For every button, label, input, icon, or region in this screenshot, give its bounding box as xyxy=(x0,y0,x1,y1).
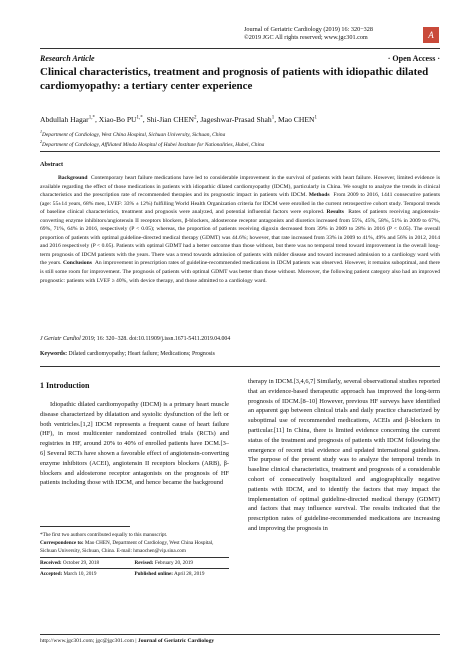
keywords-text: Dilated cardiomyopathy; Heart failure; Medications; Prognosis xyxy=(68,351,215,357)
journal-header xyxy=(244,26,422,42)
author-affiliation-marker: 1 xyxy=(314,115,317,121)
abstract-conclusions-label: Conclusions xyxy=(62,260,92,267)
affiliation-1 xyxy=(40,129,440,138)
footnote-date-rule xyxy=(40,568,229,569)
footnote-date-rule xyxy=(40,557,229,558)
correspondence-label: Correspondence to: xyxy=(40,540,84,547)
intro-text-left: Idiopathic dilated cardiomyopathy (IDCM) is a primary heart muscle disease characterized by dilatation and systolic dysfunction of the left or both ventricles.[1,2] IDCM represents a frequent cause of heart failure (HF), in most multicenter randomized controlled trials (RCTs) and registries in HF, around 20% to 40% of enrolled patients have DCM.[3–6] Several RCTs have shown a favorable effect of angiotensin-converting enzyme inhibitors (ACEI), angiotensin II receptors blockers (ARB), β-blockers and aldosterone receptor antagonists on the prognosis of HF patients including those with IDCM, and hence became the background xyxy=(40,401,229,487)
abstract-methods-label: Methods xyxy=(308,192,330,199)
footnote-rule xyxy=(40,526,130,527)
journal-copyright: ©2019 JGC All rights reserved; www.jgc301.com xyxy=(244,34,368,41)
footnote-equal-contribution: *The first two authors contributed equally to this manuscript. xyxy=(40,532,168,538)
keywords-rule xyxy=(40,366,440,367)
footer-journal: Journal of Geriatric Cardiology xyxy=(137,638,215,644)
journal-citation-line: Journal of Geriatric Cardiology (2019) 16: 320−328 xyxy=(244,26,373,33)
author-names: Abdullah Hagar$^{1,*}$, Xiao-Bo $PU^{1,*}$, Shi-Jian CHEN$^2$, Jageshwar-Prasad Shah$^1$, Mao CHEN$^1$ xyxy=(40,115,317,124)
article-type: Research Article xyxy=(40,54,95,63)
affiliation-number: 1 xyxy=(40,129,42,134)
footnote-correspondence xyxy=(40,539,229,555)
keywords-label: Keywords: xyxy=(40,351,68,357)
published-date: April 28, 2019 xyxy=(174,570,205,577)
author-affiliation-marker: 1,* xyxy=(136,115,143,121)
intro-column-left xyxy=(40,400,229,488)
affiliation-2 xyxy=(40,139,440,148)
abstract-results: Rates of patients receiving angiotensin-converting enzyme inhibitors/angiotensin II receptors blockers, β-blockers, aldosterone receptor antagonists and diuretics increased from 55%, 45%, 58%, 51% in 2009 to 67%, 69%, 71%, 64% in 2016, respectively (P < 0.05); whereas, the proportion of patients receiving digoxin decreased from 39% in 2009 to 28% in 2016 (P < 0.05). The overall proportion of patients with optimal guideline-directed medical therapy (GDMT) was 44.6%; however, that rate increased from 33% in 2009 to 41%, 49% and 56% in 2012, 2014 and 2016 respectively (P < 0.05). Patients with optimal GDMT had a better outcome than those without, but there was no temporal trend toward improvement in the overall long-term prognosis of IDCM patients with the years. There was a trend towards admission of patients with milder disease and toward increased admission to a cardiology ward with the years. xyxy=(40,209,441,267)
author-name: Xiao-Bo PU xyxy=(98,115,137,124)
correspondence-text: Mao CHEN, Department of Cardiology, West China Hospital, Sichuan University, Sichuan, China. E-mail: hmaochen@vip.sina.com xyxy=(40,540,214,555)
abstract-body xyxy=(40,174,440,285)
received-date: October 29, 2018 xyxy=(62,559,100,566)
abstract-conclusions: An improvement in prescription rates of guideline-recommended medications in IDCM patients was observed. However, it remains suboptimal, and there is still some room for improvement. The prognosis of patients with optimal GDMT was better than those without. Moreover, the following patient category also had an improved prognostic: patients with LVEF ≥ 40%, with device therapy, and those admitted to a cardiology ward. xyxy=(40,260,441,284)
open-access-label: · Open Access · xyxy=(387,54,440,63)
intro-column-right: therapy in IDCM.[3,4,6,7] Similarly, several observational studies reported that an evidence-based therapeutic approach has improved the long-term prognosis of IDCM.[8–10] However, previous HF surveys have identified an apparent gap between clinical trials and daily practice characterized by suboptimal use of recommended medications, ACEIs and β-blockers in particular.[11] In China, there is limited evidence concerning the current status of the treatment and prognosis of patients with IDCM following the emergence of recent trial evidence and updated international guidelines. The purpose of the present study was to analyze the temporal trends in baseline clinical characteristics, treatment and prognosis of a considerable cohort of consecutively hospitalized and angiographically negative patients with IDCM, and to identify the factors that may impact the implementation of optimal guideline-directed medical therapy (GDMT) and factors that may influence survival. The results indicated that the prescription rates of guideline-recommended medications are increasing and improving the prognosis in xyxy=(248,378,440,532)
citation-journal: J Geriatr Cardiol xyxy=(40,336,81,342)
journal-logo: A xyxy=(423,27,439,43)
footer-contact: http://www.jgc301.com; jgc@jgc301.com xyxy=(40,638,134,644)
affiliation-number: 2 xyxy=(40,139,42,144)
revised-label: Revised: xyxy=(134,559,154,566)
author-affiliation-marker: 1,* xyxy=(88,115,95,121)
footnote-dates-row-2 xyxy=(40,570,229,578)
header-rule xyxy=(40,48,440,49)
author-name: Mao CHEN xyxy=(277,115,315,124)
abstract-top-rule xyxy=(40,151,440,152)
footer-rule xyxy=(40,634,440,635)
footnotes xyxy=(40,531,229,578)
affiliation-text: Department of Cardiology, Affiliated Minda Hospital of Hubei Institute for Nationalities, Hubei, China xyxy=(42,141,265,148)
author-name: Shi-Jian CHEN xyxy=(146,115,195,124)
accepted-label: Accepted: xyxy=(40,570,63,577)
author-affiliation-marker: 2 xyxy=(194,115,197,121)
citation-line xyxy=(40,336,440,342)
author-name: Jageshwar-Prasad Shah xyxy=(200,115,272,124)
footnote-dates-row-1 xyxy=(40,559,229,567)
section-heading-introduction: 1 Introduction xyxy=(40,381,90,390)
author-name: Abdullah Hagar xyxy=(40,115,89,124)
keywords-line xyxy=(40,351,440,357)
abstract-methods: From 2009 to 2016, 1441 consecutive patients (age: 55±14 years, 68% men, LVEF: 33% ± 12%) fulfilling World Health Organization criteria for IDCM were enrolled in the current retrospective cohort study. Temporal trends of baseline clinical characteristics, treatment and prognosis were analyzed, and potential influential factors were explored. xyxy=(40,192,440,216)
author-affiliation-marker: 1 xyxy=(271,115,275,121)
revised-date: February 20, 2019 xyxy=(154,559,194,566)
published-label: Published online: xyxy=(134,570,173,577)
accepted-date: March 10, 2019 xyxy=(63,570,97,577)
abstract-background-label: Background xyxy=(58,175,88,181)
affiliation-text: Department of Cardiology, West China Hospital, Sichuan University, Sichuan, China xyxy=(42,131,226,138)
citation-details: 2019; 16: 320−328. doi:10.11909/j.issn.1671-5411.2019.04.004 xyxy=(82,336,231,342)
article-title: Clinical characteristics, treatment and prognosis of patients with idiopathic dilated cardiomyopathy: a tertiary center experience xyxy=(40,66,429,92)
abstract-background: Contemporary heart failure medications have led to considerable improvement in the survival of patients with heart failure. However, limited evidence is available regarding the effect of those medications in patients with idiopathic dilated cardiomyopathy (IDCM), particularly in China. We sought to analyze the trends in clinical characteristics and the prescription rate of recommended therapies and its prognostic impact in patients with IDCM. xyxy=(40,175,441,199)
page-footer: http://www.jgc301.com; jgc@jgc301.com | Journal of Geriatric Cardiology xyxy=(40,638,215,644)
abstract-results-label: Results xyxy=(326,209,344,216)
received-label: Received: xyxy=(40,559,62,566)
author-list xyxy=(40,115,440,124)
abstract-heading: Abstract xyxy=(40,161,64,168)
